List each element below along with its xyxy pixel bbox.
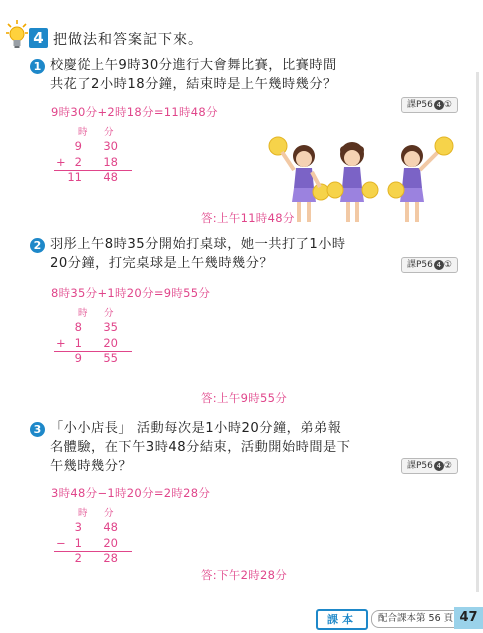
formula: 8時35分+1時20分=9時55分 xyxy=(51,286,211,300)
section-number: 4 xyxy=(29,28,48,48)
question-text: 校慶從上午9時30分進行大會舞比賽，比賽時間 共花了2小時18分鐘，結束時是上午幾時幾分？ xyxy=(50,58,337,92)
section-title: 把做法和答案記下來。 xyxy=(53,32,203,48)
answer: 答:上午9時55分 xyxy=(201,391,288,405)
question-text: 「小小店長」 活動每次是1小時20分鐘，弟弟報 名體驗，在下午3時48分結束，活動開始時間是下 午幾時幾分？ xyxy=(50,421,351,474)
formula: 3時48分−1時20分=2時28分 xyxy=(51,486,211,500)
question-number: 2 xyxy=(30,238,45,253)
textbook-ref-badge: 課P56 4 ① xyxy=(401,257,458,273)
question-number: 3 xyxy=(30,422,45,437)
question-number: 1 xyxy=(30,59,45,74)
scrollbar[interactable] xyxy=(476,72,479,592)
question-text: 羽彤上午8時35分開始打桌球，她一共打了1小時 20分鐘，打完桌球是上午幾時幾分？ xyxy=(50,237,346,271)
vertical-calculation: 時 分 3 48 − 1 20 2 28 xyxy=(54,505,134,567)
page-number: 47 xyxy=(454,607,483,629)
vertical-calculation: 時 分 9 30 + 2 18 11 48 xyxy=(54,124,134,184)
textbook-page-ref: 配合課本第 56 頁 xyxy=(371,610,460,628)
circle-number-icon: 4 xyxy=(434,100,444,110)
formula: 9時30分+2時18分=11時48分 xyxy=(51,105,218,119)
textbook-label: 課本 xyxy=(316,609,368,630)
vertical-calculation: 時 分 8 35 + 1 20 9 55 xyxy=(54,305,134,367)
textbook-ref-badge: 課P56 4 ② xyxy=(401,458,458,474)
answer: 答:上午11時48分 xyxy=(201,211,295,225)
cheerleaders-illustration xyxy=(264,132,464,228)
answer: 答:下午2時28分 xyxy=(201,568,288,582)
circle-number-icon: 4 xyxy=(434,461,444,471)
textbook-ref-badge: 課P56 4 ① xyxy=(401,97,458,113)
circle-number-icon: 4 xyxy=(434,260,444,270)
lightbulb-icon xyxy=(6,20,28,50)
